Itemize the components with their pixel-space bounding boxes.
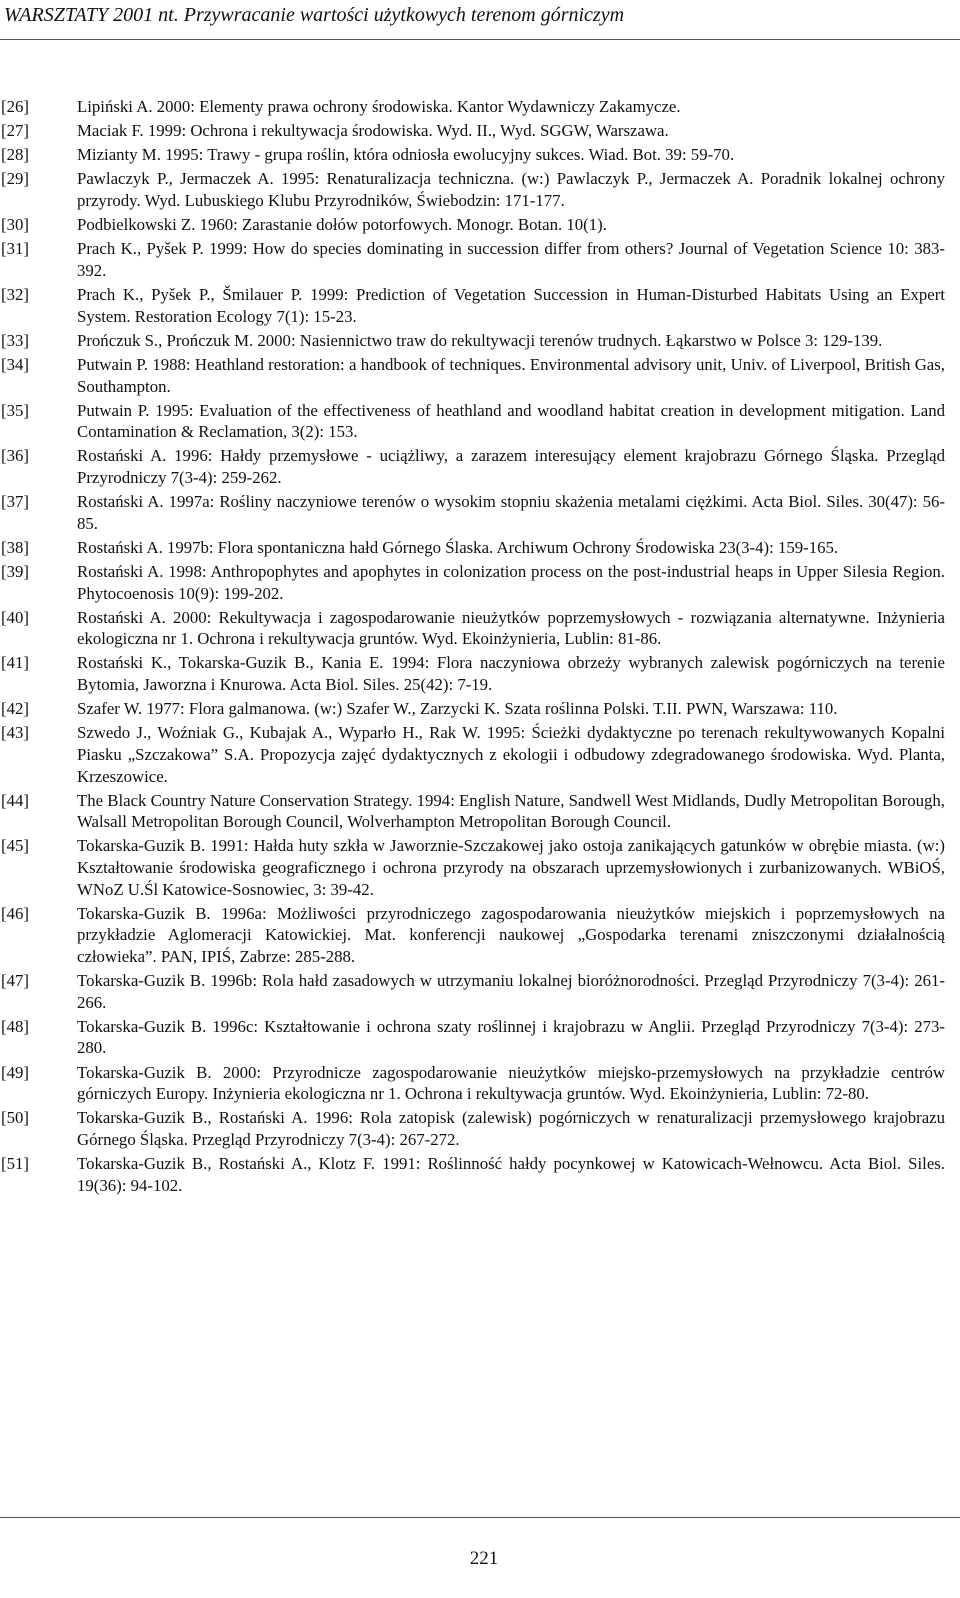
reference-number: [38]: [1, 537, 29, 557]
reference-item: [0, 445, 945, 488]
reference-text: Szwedo J., Woźniak G., Kubajak A., Wyparło H., Rak W. 1995: Ścieżki dydaktyczne po terenach rekultywowanych Kopalni Piasku „Szczakowa” S.A. Propozycja zajęć dydaktycznych z ekologii i odbudowy zdegradowanego środowiska. Wyd. Planta, Krzeszowice.: [77, 723, 945, 786]
reference-number: [42]: [1, 699, 29, 719]
reference-number: [34]: [1, 354, 29, 374]
header-rule: [0, 39, 960, 40]
reference-number: [27]: [1, 121, 29, 141]
reference-item: [0, 168, 945, 211]
reference-item: [0, 537, 945, 559]
reference-text: Rostański A. 1998: Anthropophytes and apophytes in colonization process on the post-industrial heaps in Upper Silesia Region. Phytocoenosis 10(9): 199-202.: [77, 561, 945, 603]
reference-text: Putwain P. 1988: Heathland restoration: a handbook of techniques. Environmental advisory unit, Univ. of Liverpool, British Gas, Southampton.: [77, 354, 945, 396]
reference-item: [0, 144, 945, 166]
reference-item: [0, 607, 945, 650]
reference-number: [41]: [1, 653, 29, 673]
reference-item: [0, 835, 945, 900]
reference-item: [0, 1107, 945, 1150]
reference-item: [0, 722, 945, 787]
reference-number: [29]: [1, 169, 29, 189]
running-header: WARSZTATY 2001 nt. Przywracanie wartości użytkowych terenom górniczym: [4, 4, 625, 26]
reference-text: Prach K., Pyšek P., Šmilauer P. 1999: Prediction of Vegetation Succession in Human-Disturbed Habitats Using an Expert System. Restoration Ecology 7(1): 15-23.: [77, 285, 945, 326]
reference-item: [0, 120, 945, 142]
reference-item: [0, 698, 945, 720]
reference-number: [30]: [1, 215, 29, 235]
reference-item: [0, 330, 945, 352]
reference-item: [0, 400, 945, 443]
reference-number: [35]: [1, 400, 29, 420]
reference-number: [43]: [1, 723, 29, 743]
reference-item: [0, 1062, 945, 1105]
reference-text: Tokarska-Guzik B. 1996c: Kształtowanie i ochrona szaty roślinnej i krajobrazu w Anglii. Przegląd Przyrodniczy 7(3-4): 273-280.: [77, 1016, 945, 1058]
reference-text: Podbielkowski Z. 1960: Zarastanie dołów potorfowych. Monogr. Botan. 10(1).: [77, 215, 607, 235]
reference-text: Pawlaczyk P., Jermaczek A. 1995: Renaturalizacja techniczna. (w:) Pawlaczyk P., Jermaczek A. Poradnik lokalnej ochrony przyrody. Wyd. Lubuskiego Klubu Przyrodników, Świebodzin: 171-177.: [77, 169, 945, 211]
reference-text: Prończuk S., Prończuk M. 2000: Nasiennictwo traw do rekultywacji terenów trudnych. Łąkarstwo w Polsce 3: 129-139.: [77, 330, 883, 350]
reference-item: [0, 903, 945, 968]
reference-text: Mizianty M. 1995: Trawy - grupa roślin, która odniosła ewolucyjny sukces. Wiad. Bot. 39: 59-70.: [77, 145, 735, 165]
reference-text: Tokarska-Guzik B. 1996b: Rola hałd zasadowych w utrzymaniu lokalnej bioróżnorodności. Przegląd Przyrodniczy 7(3-4): 261-266.: [77, 971, 945, 1012]
reference-number: [44]: [1, 790, 29, 810]
reference-item: [0, 970, 945, 1013]
reference-number: [28]: [1, 145, 29, 165]
reference-text: Maciak F. 1999: Ochrona i rekultywacja środowiska. Wyd. II., Wyd. SGGW, Warszawa.: [77, 121, 669, 141]
reference-number: [45]: [1, 836, 29, 856]
reference-text: Lipiński A. 2000: Elementy prawa ochrony środowiska. Kantor Wydawniczy Zakamycze.: [77, 97, 681, 116]
reference-item: [0, 1016, 945, 1059]
reference-text: Rostański A. 1997b: Flora spontaniczna hałd Górnego Ślaska. Archiwum Ochrony Środowiska 23(3-4): 159-165.: [77, 537, 839, 557]
reference-text: Rostański A. 1996: Hałdy przemysłowe - uciążliwy, a zarazem interesujący element krajobrazu Górnego Śląska. Przegląd Przyrodniczy 7(3-4): 259-262.: [77, 446, 945, 487]
page-number: 221: [469, 1548, 499, 1569]
reference-number: [32]: [1, 285, 29, 305]
reference-number: [39]: [1, 561, 29, 581]
footer-rule: [0, 1517, 960, 1518]
reference-number: [33]: [1, 330, 29, 350]
reference-item: [0, 214, 945, 236]
reference-text: Prach K., Pyšek P. 1999: How do species dominating in succession differ from others? Journal of Vegetation Science 10: 383-392.: [77, 239, 945, 280]
reference-text: Putwain P. 1995: Evaluation of the effectiveness of heathland and woodland habitat creation in development mitigation. Land Contamination & Reclamation, 3(2): 153.: [77, 400, 945, 442]
reference-number: [50]: [1, 1108, 29, 1128]
reference-number: [49]: [1, 1062, 29, 1082]
reference-text: Tokarska-Guzik B., Rostański A. 1996: Rola zatopisk (zalewisk) pogórniczych w renaturalizacji przemysłowego krajobrazu Górnego Śląska. Przegląd Przyrodniczy 7(3-4): 267-272.: [77, 1108, 945, 1149]
reference-item: [0, 284, 945, 327]
reference-number: [46]: [1, 903, 29, 923]
reference-number: [26]: [1, 97, 29, 116]
reference-item: [0, 354, 945, 397]
reference-item: [0, 96, 945, 118]
reference-number: [47]: [1, 971, 29, 991]
reference-item: [0, 1153, 945, 1196]
reference-item: [0, 790, 945, 833]
reference-number: [36]: [1, 446, 29, 466]
reference-number: [40]: [1, 607, 29, 627]
reference-text: The Black Country Nature Conservation Strategy. 1994: English Nature, Sandwell West Midlands, Dudly Metropolitan Borough, Walsall Metropolitan Borough Council, Wolverhampton Metropolitan Borough Council.: [77, 790, 945, 832]
reference-number: [31]: [1, 239, 29, 259]
reference-text: Tokarska-Guzik B. 1996a: Możliwości przyrodniczego zagospodarowania nieużytków miejskich i poprzemysłowych na przykładzie Aglomeracji Katowickiej. Mat. konferencji naukowej „Gospodarka terenami zniszczonymi działalnością człowieka”. PAN, IPIŚ, Zabrze: 285-288.: [77, 903, 945, 966]
reference-item: [0, 652, 945, 695]
reference-text: Szafer W. 1977: Flora galmanowa. (w:) Szafer W., Zarzycki K. Szata roślinna Polski. T.II. PWN, Warszawa: 110.: [77, 699, 838, 719]
reference-list: [0, 96, 945, 1199]
reference-number: [51]: [1, 1153, 29, 1173]
reference-text: Tokarska-Guzik B., Rostański A., Klotz F. 1991: Roślinność hałdy pocynkowej w Katowicach-Wełnowcu. Acta Biol. Siles. 19(36): 94-102.: [77, 1153, 945, 1195]
reference-number: [37]: [1, 492, 29, 512]
reference-text: Tokarska-Guzik B. 1991: Hałda huty szkła w Jaworznie-Szczakowej jako ostoja zanikających gatunków w obrębie miasta. (w:) Kształtowanie środowiska geograficznego i ochrona przyrody na obszarach uprzemysłowionych i zurbanizowanych. WBiOŚ, WNoZ U.Śl Katowice-Sosnowiec, 3: 39-42.: [77, 836, 945, 899]
reference-text: Tokarska-Guzik B. 2000: Przyrodnicze zagospodarowanie nieużytków miejsko-przemysłowych na przykładzie centrów górniczych Europy. Inżynieria ekologiczna nr 1. Ochrona i rekultywacja gruntów. Wyd. Ekoinżynieria, Lublin: 72-80.: [77, 1062, 945, 1104]
reference-item: [0, 561, 945, 604]
reference-text: Rostański A. 1997a: Rośliny naczyniowe terenów o wysokim stopniu skażenia metalami ciężkimi. Acta Biol. Siles. 30(47): 56-85.: [77, 492, 945, 533]
reference-item: [0, 238, 945, 281]
reference-number: [48]: [1, 1016, 29, 1036]
reference-text: Rostański A. 2000: Rekultywacja i zagospodarowanie nieużytków poprzemysłowych - rozwiązania alternatywne. Inżynieria ekologiczna nr 1. Ochrona i rekultywacja gruntów. Wyd. Ekoinżynieria, Lublin: 81-86.: [77, 607, 945, 649]
reference-item: [0, 491, 945, 534]
reference-text: Rostański K., Tokarska-Guzik B., Kania E. 1994: Flora naczyniowa obrzeży wybranych zalewisk pogórniczych na terenie Bytomia, Jaworzna i Knurowa. Acta Biol. Siles. 25(42): 7-19.: [77, 653, 945, 695]
